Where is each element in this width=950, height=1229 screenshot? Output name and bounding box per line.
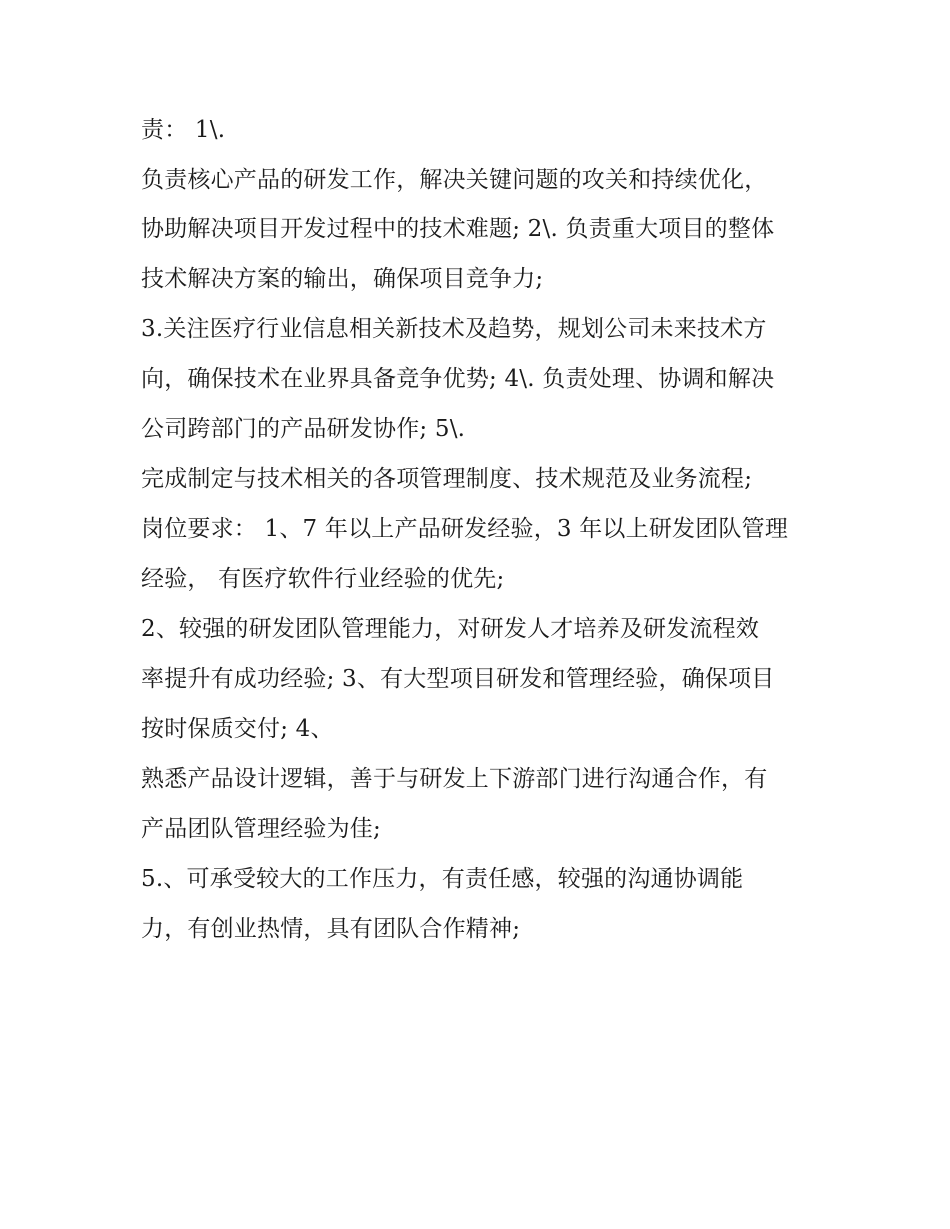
text-line: 完成制定与技术相关的各项管理制度、技术规范及业务流程;: [141, 466, 753, 492]
text-line: 责： 1\.: [141, 117, 226, 143]
text-line: 岗位要求： 1、7 年以上产品研发经验，3 年以上研发团队管理: [141, 516, 789, 542]
text-line: 按时保质交付; 4、: [141, 716, 334, 742]
text-line: 力，有创业热情，具有团队合作精神;: [141, 916, 521, 942]
text-line: 熟悉产品设计逻辑，善于与研发上下游部门进行沟通合作，有: [141, 766, 768, 792]
text-line: 产品团队管理经验为佳;: [141, 816, 381, 842]
text-line: 经验， 有医疗软件行业经验的优先;: [141, 566, 505, 592]
text-line: 协助解决项目开发过程中的技术难题; 2\. 负责重大项目的整体: [141, 216, 775, 242]
text-line: 向，确保技术在业界具备竞争优势; 4\. 负责处理、协调和解决: [141, 366, 775, 392]
text-line: 公司跨部门的产品研发协作; 5\.: [141, 416, 466, 442]
text-line: 2、较强的研发团队管理能力，对研发人才培养及研发流程效: [141, 616, 760, 642]
text-line: 率提升有成功经验; 3、有大型项目研发和管理经验，确保项目: [141, 666, 775, 692]
text-line: 技术解决方案的输出，确保项目竞争力;: [141, 266, 544, 292]
text-line: 5.、可承受较大的工作压力，有责任感，较强的沟通协调能: [141, 866, 744, 892]
text-line: 负责核心产品的研发工作，解决关键问题的攻关和持续优化，: [141, 167, 768, 193]
text-line: 3.关注医疗行业信息相关新技术及趋势，规划公司未来技术方: [141, 316, 767, 342]
